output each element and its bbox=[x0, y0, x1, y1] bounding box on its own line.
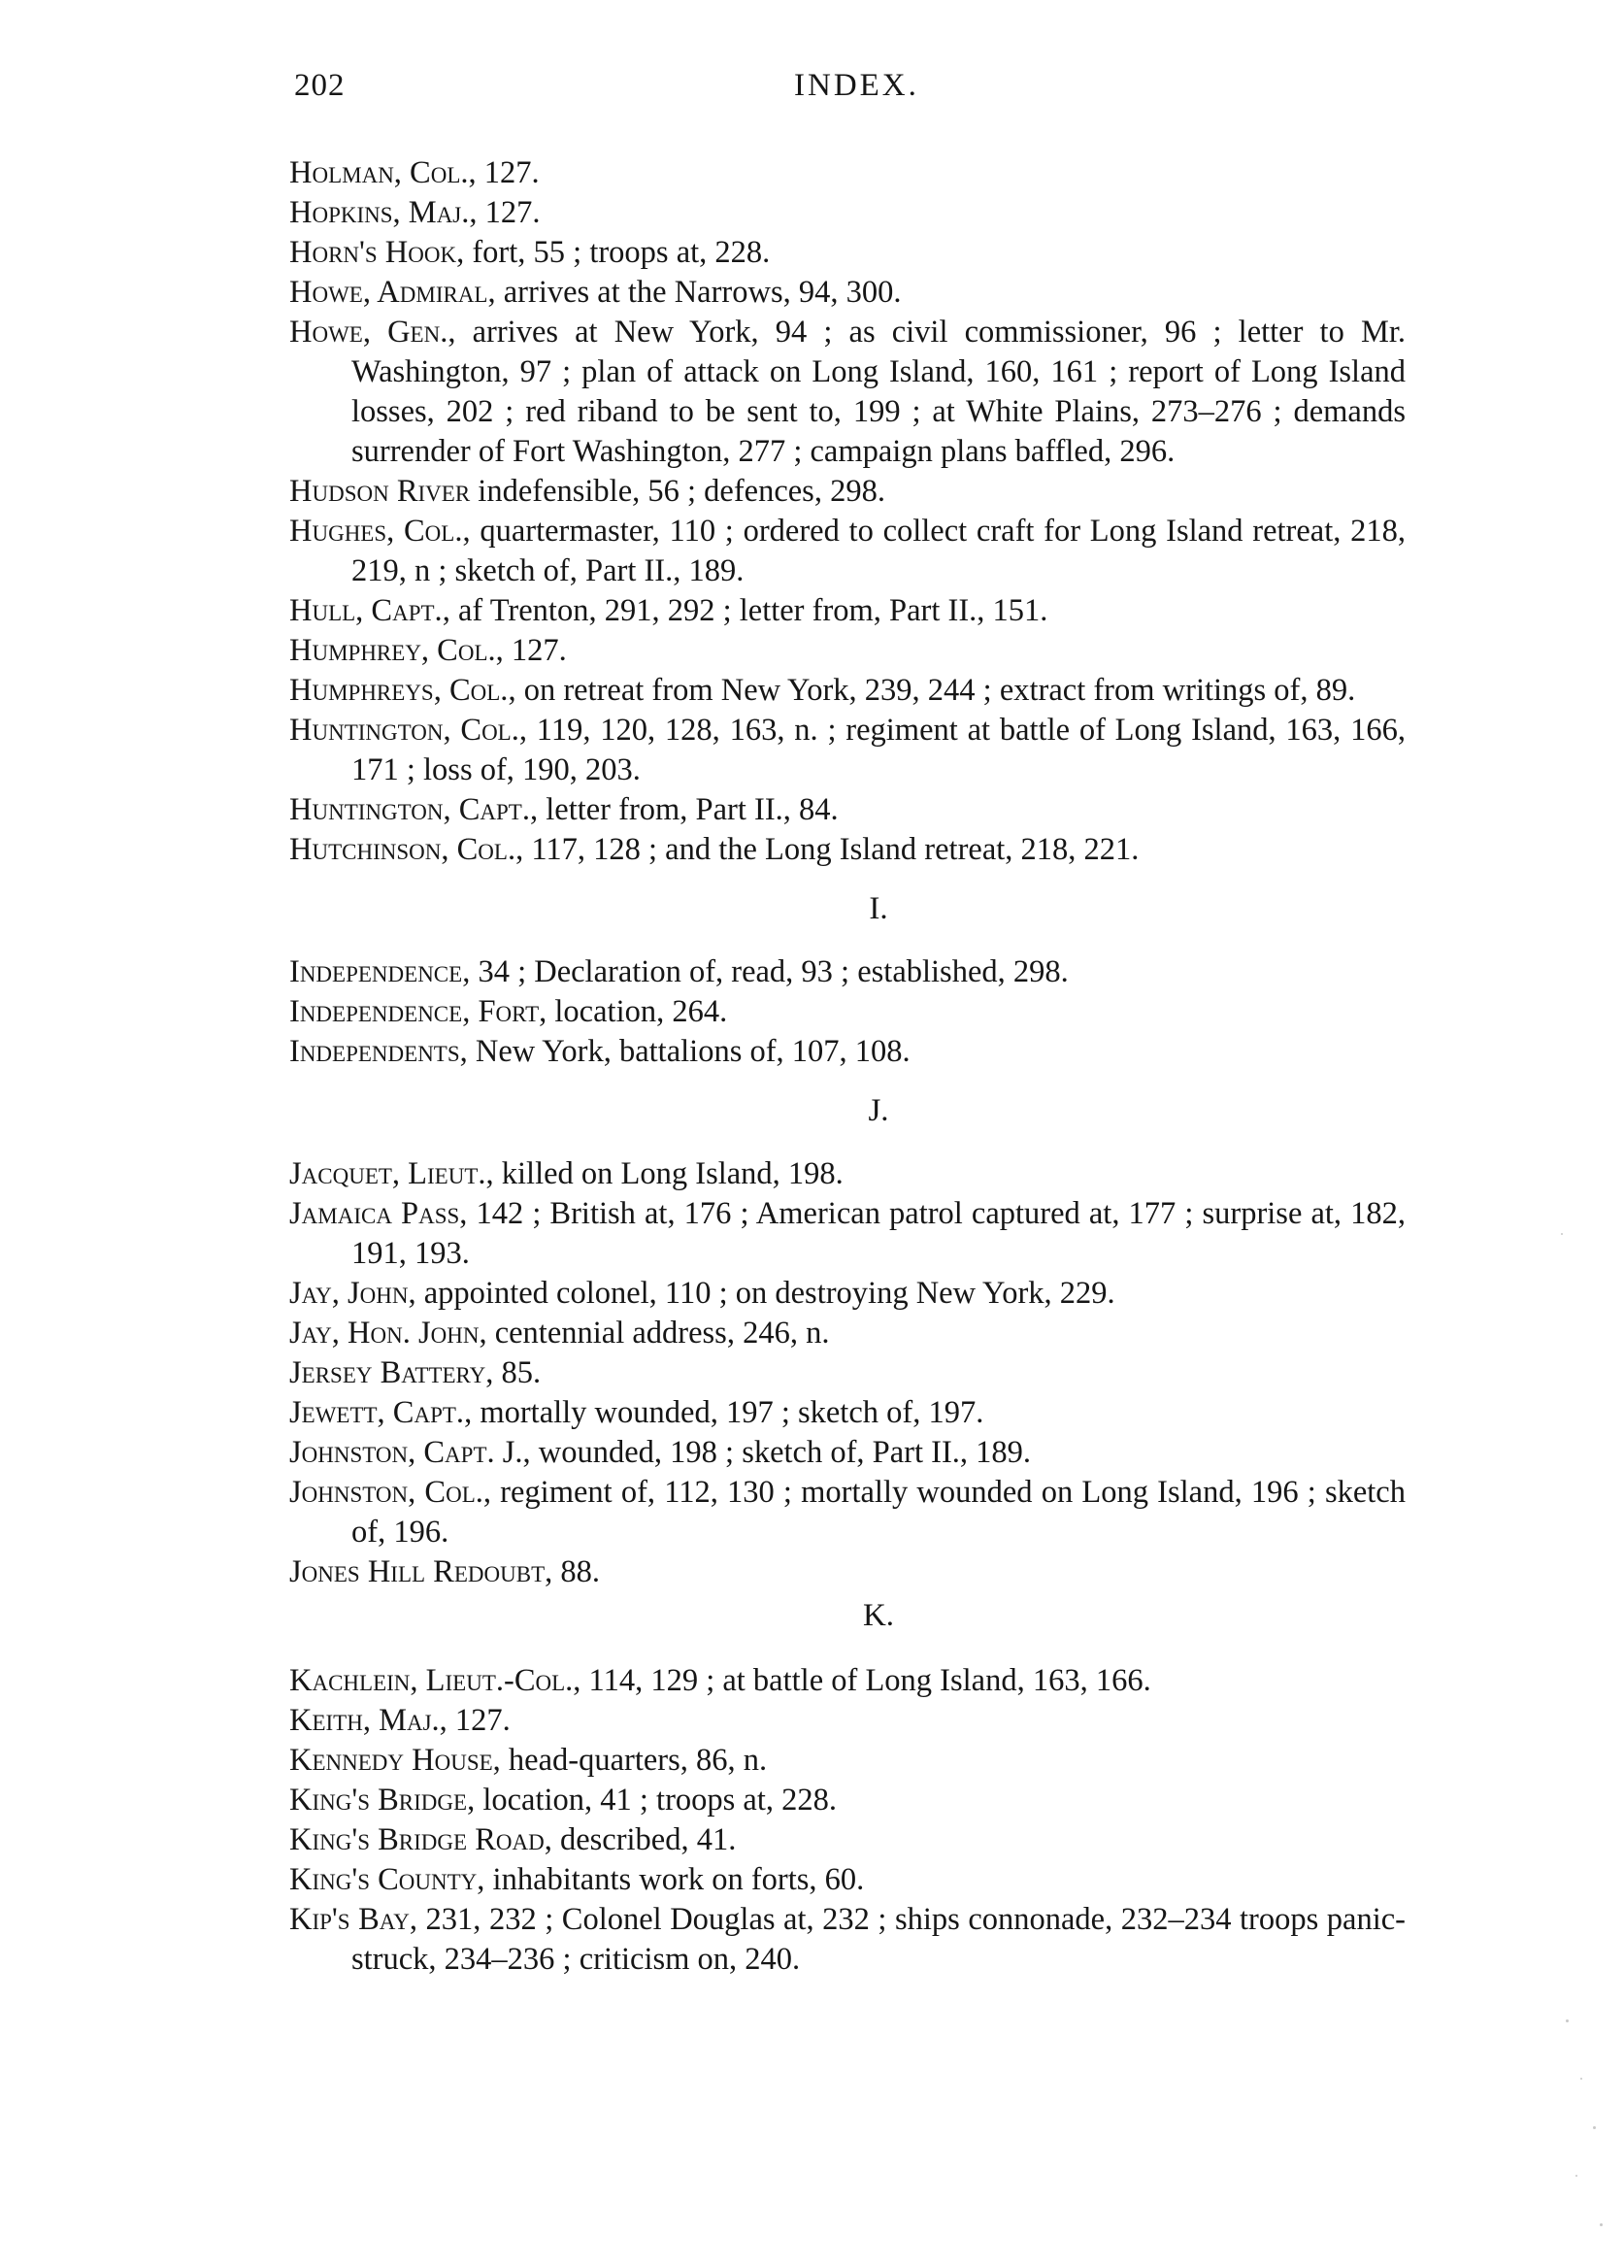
entry-text: , wounded, 198 ; sketch of, Part II., 189. bbox=[522, 1435, 1032, 1470]
entry-text: , 127. bbox=[468, 155, 540, 190]
section-heading: K. bbox=[862, 1598, 895, 1633]
entry-name: Kip's Bay bbox=[289, 1902, 410, 1937]
index-entry bbox=[289, 472, 1406, 512]
index-entry bbox=[289, 952, 1406, 992]
entry-text: , mortally wounded, 197 ; sketch of, 197. bbox=[464, 1395, 984, 1430]
index-entry bbox=[289, 1701, 1406, 1741]
index-entry bbox=[289, 992, 1406, 1032]
entry-text: , centennial address, 246, n. bbox=[479, 1316, 830, 1351]
index-entry bbox=[289, 1781, 1406, 1820]
entry-name: Keith, Maj. bbox=[289, 1703, 440, 1738]
entry-text: , head-quarters, 86, n. bbox=[492, 1743, 768, 1778]
index-entry bbox=[289, 1393, 1406, 1433]
scan-speck bbox=[1593, 2126, 1596, 2129]
entry-name: Hughes, Col. bbox=[289, 514, 463, 549]
entry-name: Hutchinson, Col. bbox=[289, 832, 516, 867]
entry-name: Independents bbox=[289, 1034, 460, 1069]
entry-text: , inhabitants work on forts, 60. bbox=[477, 1862, 865, 1897]
index-entry bbox=[289, 153, 1406, 193]
scan-edge-noise bbox=[1508, 0, 1624, 2268]
entry-name: Jones Hill Redoubt bbox=[289, 1554, 546, 1589]
index-section-h bbox=[289, 153, 1406, 870]
section-heading: I. bbox=[869, 891, 888, 926]
entry-name: King's Bridge bbox=[289, 1783, 468, 1818]
entry-name: Jamaica Pass bbox=[289, 1196, 460, 1231]
entry-name: Holman, Col. bbox=[289, 155, 469, 190]
index-section-i bbox=[289, 889, 1406, 1072]
entry-text: , regiment of, 112, 130 ; mortally wounded on Long Island, 196 ; sketch of, 196. bbox=[351, 1475, 1406, 1550]
entry-name: Huntington, Col. bbox=[289, 713, 519, 748]
entry-text: , location, 264. bbox=[539, 994, 728, 1029]
index-entry bbox=[289, 1552, 1406, 1592]
entry-text: , New York, battalions of, 107, 108. bbox=[459, 1034, 911, 1069]
index-entry bbox=[289, 1820, 1406, 1860]
scan-speck bbox=[1600, 2223, 1603, 2226]
entry-text: , 119, 120, 128, 163, n. ; regiment at battle of Long Island, 163, 166, 171 ; loss of, 190, 203. bbox=[351, 713, 1406, 787]
index-entry bbox=[289, 1433, 1406, 1473]
entry-name: Kennedy House bbox=[289, 1743, 493, 1778]
entry-text: , on retreat from New York, 239, 244 ; extract from writings of, 89. bbox=[508, 673, 1356, 708]
running-title: INDEX. bbox=[794, 68, 919, 103]
entry-text: , 88. bbox=[545, 1554, 601, 1589]
entry-name: Independence, Fort bbox=[289, 994, 540, 1029]
index-entry bbox=[289, 671, 1406, 711]
index-section-k bbox=[289, 1596, 1406, 1980]
entry-text: indefensible, 56 ; defences, 298. bbox=[470, 474, 885, 509]
entry-name: Johnston, Col. bbox=[289, 1475, 483, 1510]
entry-text: , 142 ; British at, 176 ; American patrol captured at, 177 ; surprise at, 182, 191, 193. bbox=[351, 1196, 1406, 1271]
index-entry bbox=[289, 193, 1406, 233]
entry-text: , 127. bbox=[439, 1703, 511, 1738]
index-entry bbox=[289, 1314, 1406, 1353]
index-entry bbox=[289, 1741, 1406, 1781]
page-number: 202 bbox=[294, 68, 346, 103]
entry-text: , 231, 232 ; Colonel Douglas at, 232 ; ships connonade, 232–234 troops panic-struck, 234–236 ; criticism on, 240. bbox=[351, 1902, 1406, 1977]
entry-name: Jacquet, Lieut. bbox=[289, 1156, 486, 1191]
entry-name: Howe, Gen. bbox=[289, 315, 448, 350]
index-entry bbox=[289, 631, 1406, 671]
index-entry bbox=[289, 1661, 1406, 1701]
entry-name: Jewett, Capt. bbox=[289, 1395, 465, 1430]
index-entry bbox=[289, 1900, 1406, 1980]
index-entry bbox=[289, 790, 1406, 830]
entry-text: , appointed colonel, 110 ; on destroying New York, 229. bbox=[408, 1276, 1115, 1311]
index-entry bbox=[289, 1194, 1406, 1274]
entry-name: Johnston, Capt. J. bbox=[289, 1435, 523, 1470]
entry-name: Jay, Hon. John bbox=[289, 1316, 480, 1351]
entry-name: Humphrey, Col. bbox=[289, 633, 496, 668]
index-entry bbox=[289, 233, 1406, 273]
index-entry bbox=[289, 830, 1406, 870]
scan-speck bbox=[1566, 2019, 1569, 2022]
scan-speck bbox=[1575, 2175, 1577, 2177]
index-entry bbox=[289, 711, 1406, 790]
section-heading: J. bbox=[868, 1093, 889, 1128]
entry-name: Independence bbox=[289, 954, 463, 989]
index-entry bbox=[289, 1154, 1406, 1194]
entry-text: , fort, 55 ; troops at, 228. bbox=[456, 235, 771, 270]
scan-speck bbox=[1561, 1233, 1563, 1235]
entry-text: , 117, 128 ; and the Long Island retreat, 218, 221. bbox=[515, 832, 1140, 867]
entry-text: , location, 41 ; troops at, 228. bbox=[467, 1783, 838, 1818]
entry-text: , arrives at New York, 94 ; as civil commissioner, 96 ; letter to Mr. Washington, 97 ; plan of attack on Long Island, 160, 161 ; report of Long Island losses, 202 ; red riband to be sent to, 199 ; at White Plains, 273–276 ; demands surrender of Fort Washington, 277 ; campaign plans baffled, 296. bbox=[351, 315, 1406, 469]
entry-name: Huntington, Capt. bbox=[289, 792, 530, 827]
entry-name: Kachlein, Lieut.-Col. bbox=[289, 1663, 574, 1698]
entry-text: , 127. bbox=[469, 195, 541, 230]
entry-text: , 34 ; Declaration of, read, 93 ; established, 298. bbox=[462, 954, 1069, 989]
entry-name: King's County bbox=[289, 1862, 478, 1897]
entry-name: Hull, Capt. bbox=[289, 593, 443, 628]
entry-text: , quartermaster, 110 ; ordered to collect craft for Long Island retreat, 218, 219, n ; sketch of, Part II., 189. bbox=[351, 514, 1406, 588]
entry-name: Hopkins, Maj. bbox=[289, 195, 470, 230]
index-entry bbox=[289, 1274, 1406, 1314]
index-entry bbox=[289, 1032, 1406, 1072]
entry-text: , described, 41. bbox=[544, 1822, 737, 1857]
entry-text: , letter from, Part II., 84. bbox=[529, 792, 839, 827]
entry-name: Horn's Hook bbox=[289, 235, 457, 270]
index-entry bbox=[289, 512, 1406, 591]
entry-name: Jersey Battery bbox=[289, 1355, 486, 1390]
scan-speck bbox=[1580, 2078, 1582, 2080]
index-body bbox=[289, 153, 1406, 1980]
entry-text: , 127. bbox=[495, 633, 567, 668]
index-entry bbox=[289, 273, 1406, 313]
index-entry bbox=[289, 1473, 1406, 1552]
entry-name: Howe, Admiral bbox=[289, 275, 488, 310]
entry-text: , killed on Long Island, 198. bbox=[485, 1156, 844, 1191]
entry-name: Hudson River bbox=[289, 474, 471, 509]
entry-name: Jay, John bbox=[289, 1276, 409, 1311]
entry-text: , 85. bbox=[485, 1355, 542, 1390]
index-entry bbox=[289, 591, 1406, 631]
entry-text: , arrives at the Narrows, 94, 300. bbox=[487, 275, 902, 310]
index-section-j bbox=[289, 1091, 1406, 1592]
entry-text: , 114, 129 ; at battle of Long Island, 163, 166. bbox=[573, 1663, 1151, 1698]
index-entry bbox=[289, 1860, 1406, 1900]
index-entry bbox=[289, 313, 1406, 472]
entry-name: King's Bridge Road bbox=[289, 1822, 545, 1857]
page-header bbox=[289, 68, 1406, 118]
index-entry bbox=[289, 1353, 1406, 1393]
entry-name: Humphreys, Col. bbox=[289, 673, 509, 708]
entry-text: , af Trenton, 291, 292 ; letter from, Part II., 151. bbox=[442, 593, 1048, 628]
